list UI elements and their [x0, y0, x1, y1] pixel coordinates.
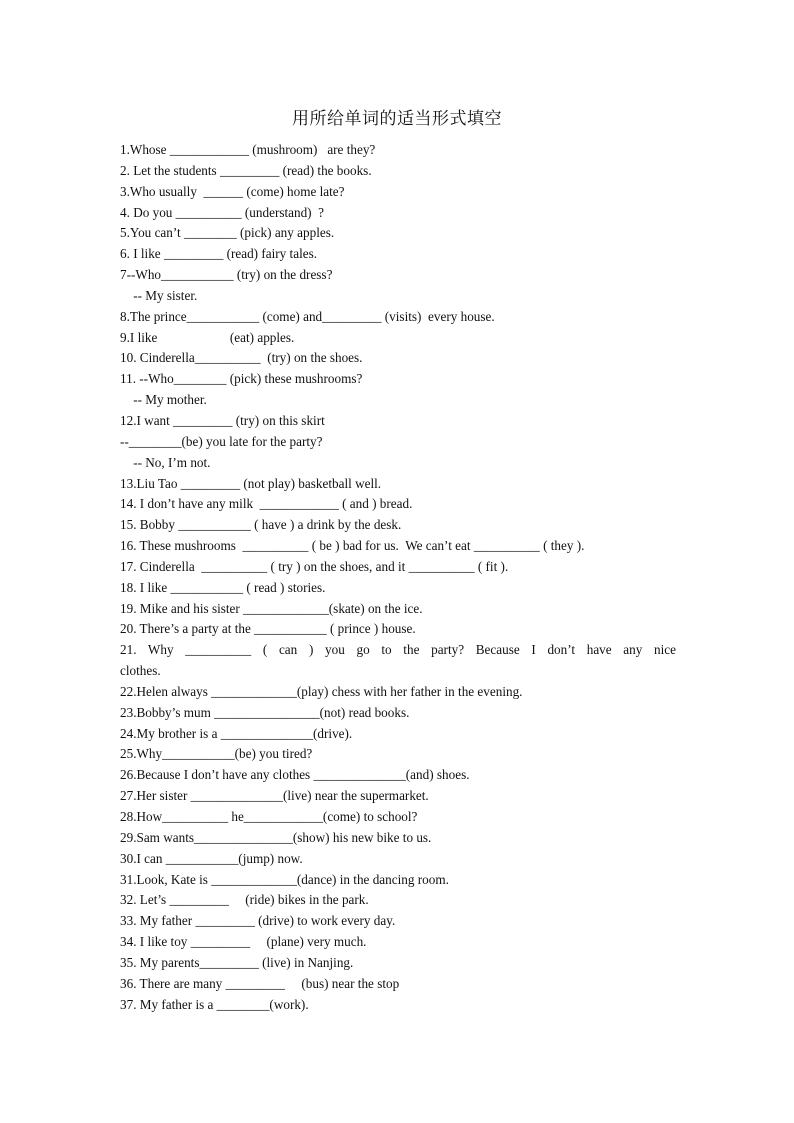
exercise-line: -- My mother.: [120, 392, 207, 408]
exercise-line: 10. Cinderella__________ (try) on the shoes.: [120, 350, 363, 366]
exercise-line: 22.Helen always _____________(play) chess with her father in the evening.: [120, 683, 523, 699]
exercise-line: 21. Why __________ ( can ) you go to the party? Because I don’t have any nice: [120, 642, 676, 658]
exercise-line: 14. I don’t have any milk ____________ ( and ) bread.: [120, 496, 413, 512]
exercise-line: 9.I like (eat) apples.: [120, 329, 295, 345]
exercise-line: 32. Let’s _________ (ride) bikes in the park.: [120, 892, 369, 908]
exercise-line: 29.Sam wants_______________(show) his new bike to us.: [120, 829, 432, 845]
exercise-line: 36. There are many _________ (bus) near the stop: [120, 975, 400, 991]
exercise-line: 17. Cinderella __________ ( try ) on the shoes, and it __________ ( fit ).: [120, 558, 509, 574]
exercise-line: 25.Why___________(be) you tired?: [120, 746, 313, 762]
exercise-line: 1.Whose ____________ (mushroom) are they?: [120, 142, 376, 157]
exercise-line: 4. Do you __________ (understand) ?: [120, 204, 325, 220]
exercise-line: 12.I want _________ (try) on this skirt: [120, 412, 325, 428]
exercise-line: 6. I like _________ (read) fairy tales.: [120, 246, 318, 262]
exercise-line: 33. My father _________ (drive) to work every day.: [120, 913, 396, 929]
page-title: 用所给单词的适当形式填空: [292, 109, 502, 129]
exercise-line: 15. Bobby ___________ ( have ) a drink by the desk.: [120, 517, 402, 533]
exercise-line: 34. I like toy _________ (plane) very much.: [120, 934, 367, 950]
exercise-line: 2. Let the students _________ (read) the books.: [120, 162, 372, 178]
exercise-line: 8.The prince___________ (come) and_________ (visits) every house.: [120, 308, 495, 324]
exercise-line: 26.Because I don’t have any clothes ______________(and) shoes.: [120, 767, 470, 783]
exercise-line: 19. Mike and his sister _____________(skate) on the ice.: [120, 600, 423, 616]
exercise-line: 18. I like ___________ ( read ) stories.: [120, 579, 326, 595]
exercise-line: 35. My parents_________ (live) in Nanjing.: [120, 954, 354, 970]
exercise-line: 27.Her sister ______________(live) near the supermarket.: [120, 788, 429, 804]
exercise-line: 30.I can ___________(jump) now.: [120, 850, 303, 866]
exercise-line: clothes.: [120, 663, 161, 679]
exercise-line: --________(be) you late for the party?: [120, 433, 323, 449]
exercise-line: 13.Liu Tao _________ (not play) basketball well.: [120, 475, 382, 491]
exercise-line: 20. There’s a party at the ___________ ( prince ) house.: [120, 621, 416, 637]
exercise-line: 16. These mushrooms __________ ( be ) bad for us. We can’t eat __________ ( they ).: [120, 538, 585, 554]
exercise-line: 5.You can’t ________ (pick) any apples.: [120, 225, 335, 241]
exercise-line: 24.My brother is a ______________(drive).: [120, 725, 353, 741]
exercise-line: 3.Who usually ______ (come) home late?: [120, 183, 345, 199]
exercise-line: 28.How__________ he____________(come) to school?: [120, 809, 418, 824]
exercise-line: -- My sister.: [120, 287, 198, 303]
exercise-line: 23.Bobby’s mum ________________(not) read books.: [120, 704, 410, 720]
exercise-line: 37. My father is a ________(work).: [120, 996, 309, 1012]
exercise-line: 31.Look, Kate is _____________(dance) in the dancing room.: [120, 871, 449, 887]
exercise-line: 7--Who___________ (try) on the dress?: [120, 267, 333, 283]
exercise-line: 11. --Who________ (pick) these mushrooms?: [120, 371, 363, 387]
exercise-list: [120, 140, 676, 1015]
exercise-line: -- No, I’m not.: [120, 454, 211, 470]
